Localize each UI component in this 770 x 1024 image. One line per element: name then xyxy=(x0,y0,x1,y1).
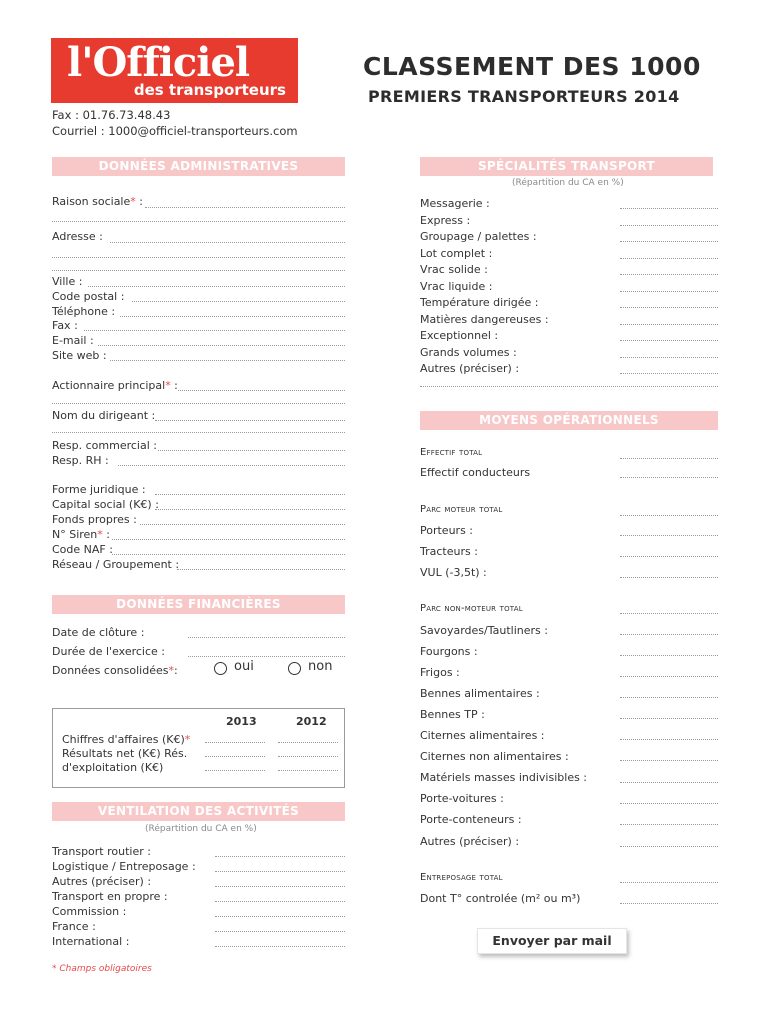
field-exploitation-2013[interactable] xyxy=(205,770,265,771)
radio-oui[interactable] xyxy=(214,662,227,675)
field-effectif-total[interactable] xyxy=(620,458,718,459)
label-porte-voitures: Porte-voitures : xyxy=(420,792,504,805)
required-mark: * xyxy=(97,528,103,541)
field-duree-exercice[interactable] xyxy=(188,656,345,657)
label-dirigeant: Nom du dirigeant : xyxy=(52,409,156,422)
field-bennes-tp[interactable] xyxy=(620,718,718,719)
field-autres-specialites[interactable] xyxy=(620,373,718,374)
field-vul[interactable] xyxy=(620,577,718,578)
label-raison-sociale: Raison sociale* : xyxy=(52,195,143,208)
send-by-email-button[interactable]: Envoyer par mail xyxy=(477,928,627,954)
field-matieres[interactable] xyxy=(620,324,718,325)
column-year-2013: 2013 xyxy=(226,715,257,728)
field-fourgons[interactable] xyxy=(620,655,718,656)
field-materiels[interactable] xyxy=(620,782,718,783)
label-materiels: Matériels masses indivisibles : xyxy=(420,771,588,784)
contact-fax: Fax : 01.76.73.48.43 xyxy=(52,108,171,122)
label-oui: oui xyxy=(234,659,254,674)
label-groupage: Groupage / palettes : xyxy=(420,230,537,243)
field-site-web[interactable] xyxy=(110,360,345,361)
field-capital-social[interactable] xyxy=(155,509,345,510)
label-autres-activites: Autres (préciser) : xyxy=(52,875,152,888)
label-resultat-exploitation: d'exploitation (K€) xyxy=(62,761,164,774)
brand-logo xyxy=(51,38,298,103)
label-autres-moyens: Autres (préciser) : xyxy=(420,835,520,848)
label-bennes-tp: Bennes TP : xyxy=(420,708,485,721)
field-savoyardes[interactable] xyxy=(620,634,718,635)
section-header-specialites: SPÉCIALITÉS TRANSPORT xyxy=(420,157,713,176)
label-bennes-alimentaires: Bennes alimentaires : xyxy=(420,687,540,700)
field-reseau[interactable] xyxy=(177,569,345,570)
section-header-ventilation: VENTILATION DES ACTIVITÉS xyxy=(52,802,345,821)
label-vrac-liquide: Vrac liquide : xyxy=(420,280,493,293)
field-transport-propre[interactable] xyxy=(215,901,345,902)
field-exceptionnel[interactable] xyxy=(620,340,718,341)
label-commission: Commission : xyxy=(52,905,127,918)
label-savoyardes: Savoyardes/Tautliners : xyxy=(420,624,548,637)
label-citernes-alimentaires: Citernes alimentaires : xyxy=(420,729,545,742)
label-temperature: Température dirigée : xyxy=(420,296,539,309)
label-resp-rh: Resp. RH : xyxy=(52,454,109,467)
label-transport-propre: Transport en propre : xyxy=(52,890,168,903)
field-code-postal[interactable] xyxy=(132,301,345,302)
field-parc-non-moteur[interactable] xyxy=(620,613,718,614)
contact-email: Courriel : 1000@officiel-transporteurs.com xyxy=(52,124,298,138)
label-telephone: Téléphone : xyxy=(52,305,116,318)
radio-non[interactable] xyxy=(288,662,301,675)
field-actionnaire[interactable] xyxy=(178,390,345,391)
required-fields-note: * Champs obligatoires xyxy=(52,964,152,974)
label-autres-specialites: Autres (préciser) : xyxy=(420,362,520,375)
field-resp-rh[interactable] xyxy=(118,465,345,466)
field-commission[interactable] xyxy=(215,916,345,917)
page-title: CLASSEMENT DES 1000 xyxy=(363,52,701,81)
label-frigos: Frigos : xyxy=(420,666,460,679)
label-fourgons: Fourgons : xyxy=(420,645,478,658)
label-tracteurs: Tracteurs : xyxy=(420,545,478,558)
section-header-moyens: MOYENS OPÉRATIONNELS xyxy=(420,411,718,430)
field-forme-juridique[interactable] xyxy=(155,494,345,495)
label-fax: Fax : xyxy=(52,319,78,332)
label-code-naf: Code NAF : xyxy=(52,543,113,556)
field-fonds-propres[interactable] xyxy=(140,524,345,525)
field-email[interactable] xyxy=(98,345,345,346)
field-ca-2012[interactable] xyxy=(278,742,338,743)
label-citernes-non-alimentaires: Citernes non alimentaires : xyxy=(420,750,569,763)
field-adresse-line3[interactable] xyxy=(52,270,345,271)
field-temperature[interactable] xyxy=(620,307,718,308)
field-ville[interactable] xyxy=(88,286,345,287)
label-effectif-conducteurs: Effectif conducteurs xyxy=(420,466,531,479)
label-parc-moteur: Parc moteur total xyxy=(420,504,503,515)
label-actionnaire: Actionnaire principal* : xyxy=(52,379,178,392)
field-vrac-liquide[interactable] xyxy=(620,291,718,292)
label-messagerie: Messagerie : xyxy=(420,197,490,210)
field-date-cloture[interactable] xyxy=(188,637,345,638)
field-dirigeant-line2[interactable] xyxy=(52,432,345,433)
label-france: France : xyxy=(52,920,96,933)
section-header-financieres: DONNÉES FINANCIÈRES xyxy=(52,595,345,614)
label-adresse: Adresse : xyxy=(52,230,103,243)
label-exceptionnel: Exceptionnel : xyxy=(420,329,499,342)
label-matieres: Matières dangereuses : xyxy=(420,313,549,326)
field-resultats-2013[interactable] xyxy=(205,756,265,757)
field-actionnaire-line2[interactable] xyxy=(52,403,345,404)
label-porte-conteneurs: Porte-conteneurs : xyxy=(420,813,522,826)
label-fonds-propres: Fonds propres : xyxy=(52,513,137,526)
label-vul: VUL (-3,5t) : xyxy=(420,566,487,579)
field-entreposage-total[interactable] xyxy=(620,882,718,883)
field-citernes-non-alimentaires[interactable] xyxy=(620,760,718,761)
field-bennes-alimentaires[interactable] xyxy=(620,697,718,698)
field-lot-complet[interactable] xyxy=(620,258,718,259)
required-mark: * xyxy=(184,733,191,746)
label-porteurs: Porteurs : xyxy=(420,524,474,537)
logo-sub-text: des transporteurs xyxy=(133,81,286,99)
label-grands-volumes: Grands volumes : xyxy=(420,346,517,359)
field-vrac-solide[interactable] xyxy=(620,274,718,275)
field-siren[interactable] xyxy=(112,539,345,540)
field-express[interactable] xyxy=(620,225,718,226)
label-reseau: Réseau / Groupement : xyxy=(52,558,180,571)
label-vrac-solide: Vrac solide : xyxy=(420,263,488,276)
field-adresse-line2[interactable] xyxy=(52,257,345,258)
field-grands-volumes[interactable] xyxy=(620,357,718,358)
field-porte-voitures[interactable] xyxy=(620,803,718,804)
label-site-web: Site web : xyxy=(52,349,107,362)
field-autres-activites[interactable] xyxy=(215,886,345,887)
ventilation-subtitle: (Répartition du CA en %) xyxy=(145,824,257,834)
label-siren: N° Siren* : xyxy=(52,528,110,541)
field-exploitation-2012[interactable] xyxy=(278,770,338,771)
label-email: E-mail : xyxy=(52,334,94,347)
page-subtitle: PREMIERS TRANSPORTEURS 2014 xyxy=(368,87,680,106)
label-chiffre-affaires: Chiffres d'affaires (K€)* xyxy=(62,733,191,746)
label-entreposage-total: Entreposage total xyxy=(420,872,503,883)
label-capital-social: Capital social (K€) : xyxy=(52,498,159,511)
label-code-postal: Code postal : xyxy=(52,290,125,303)
field-dirigeant[interactable] xyxy=(155,420,345,421)
field-international[interactable] xyxy=(215,946,345,947)
field-ca-2013[interactable] xyxy=(205,742,265,743)
label-ville: Ville : xyxy=(52,275,83,288)
required-mark: * xyxy=(168,664,174,677)
field-temperature-controlee[interactable] xyxy=(620,903,718,904)
field-autres-moyens[interactable] xyxy=(620,846,718,847)
label-effectif-total: Effectif total xyxy=(420,447,483,458)
field-raison-sociale[interactable] xyxy=(145,207,345,208)
label-forme-juridique: Forme juridique : xyxy=(52,483,146,496)
label-non: non xyxy=(308,659,333,674)
specialites-subtitle: (Répartition du CA en %) xyxy=(512,178,624,188)
required-mark: * xyxy=(165,379,171,392)
label-date-cloture: Date de clôture : xyxy=(52,626,145,639)
field-effectif-conducteurs[interactable] xyxy=(620,477,718,478)
field-telephone[interactable] xyxy=(120,316,345,317)
section-header-admin: DONNÉES ADMINISTRATIVES xyxy=(52,157,345,176)
label-international: International : xyxy=(52,935,130,948)
label-duree-exercice: Durée de l'exercice : xyxy=(52,645,165,658)
field-autres-specialites-line2[interactable] xyxy=(420,386,718,387)
label-donnees-consolidees: Données consolidées*: xyxy=(52,664,178,677)
field-resp-commercial[interactable] xyxy=(158,450,345,451)
field-resultats-2012[interactable] xyxy=(278,756,338,757)
field-groupage[interactable] xyxy=(620,241,718,242)
field-fax[interactable] xyxy=(84,330,345,331)
field-parc-moteur[interactable] xyxy=(620,515,718,516)
column-year-2012: 2012 xyxy=(296,715,327,728)
field-code-naf[interactable] xyxy=(112,554,345,555)
label-express: Express : xyxy=(420,214,471,227)
field-transport-routier[interactable] xyxy=(215,856,345,857)
field-messagerie[interactable] xyxy=(620,208,718,209)
field-porte-conteneurs[interactable] xyxy=(620,824,718,825)
label-lot-complet: Lot complet : xyxy=(420,247,493,260)
label-transport-routier: Transport routier : xyxy=(52,845,151,858)
field-citernes-alimentaires[interactable] xyxy=(620,739,718,740)
label-temperature-controlee: Dont T° controlée (m² ou m³) xyxy=(420,892,581,905)
label-resp-commercial: Resp. commercial : xyxy=(52,439,157,452)
label-parc-non-moteur: Parc non-moteur total xyxy=(420,603,523,614)
field-raison-sociale-line2[interactable] xyxy=(52,221,345,222)
field-adresse[interactable] xyxy=(110,242,345,243)
field-logistique[interactable] xyxy=(215,871,345,872)
field-porteurs[interactable] xyxy=(620,535,718,536)
field-frigos[interactable] xyxy=(620,676,718,677)
field-tracteurs[interactable] xyxy=(620,556,718,557)
label-logistique: Logistique / Entreposage : xyxy=(52,860,196,873)
required-mark: * xyxy=(130,195,136,208)
label-resultats-net: Résultats net (K€) Rés. xyxy=(62,747,188,760)
field-france[interactable] xyxy=(215,931,345,932)
logo-main-text: l'Officiel xyxy=(67,39,250,86)
